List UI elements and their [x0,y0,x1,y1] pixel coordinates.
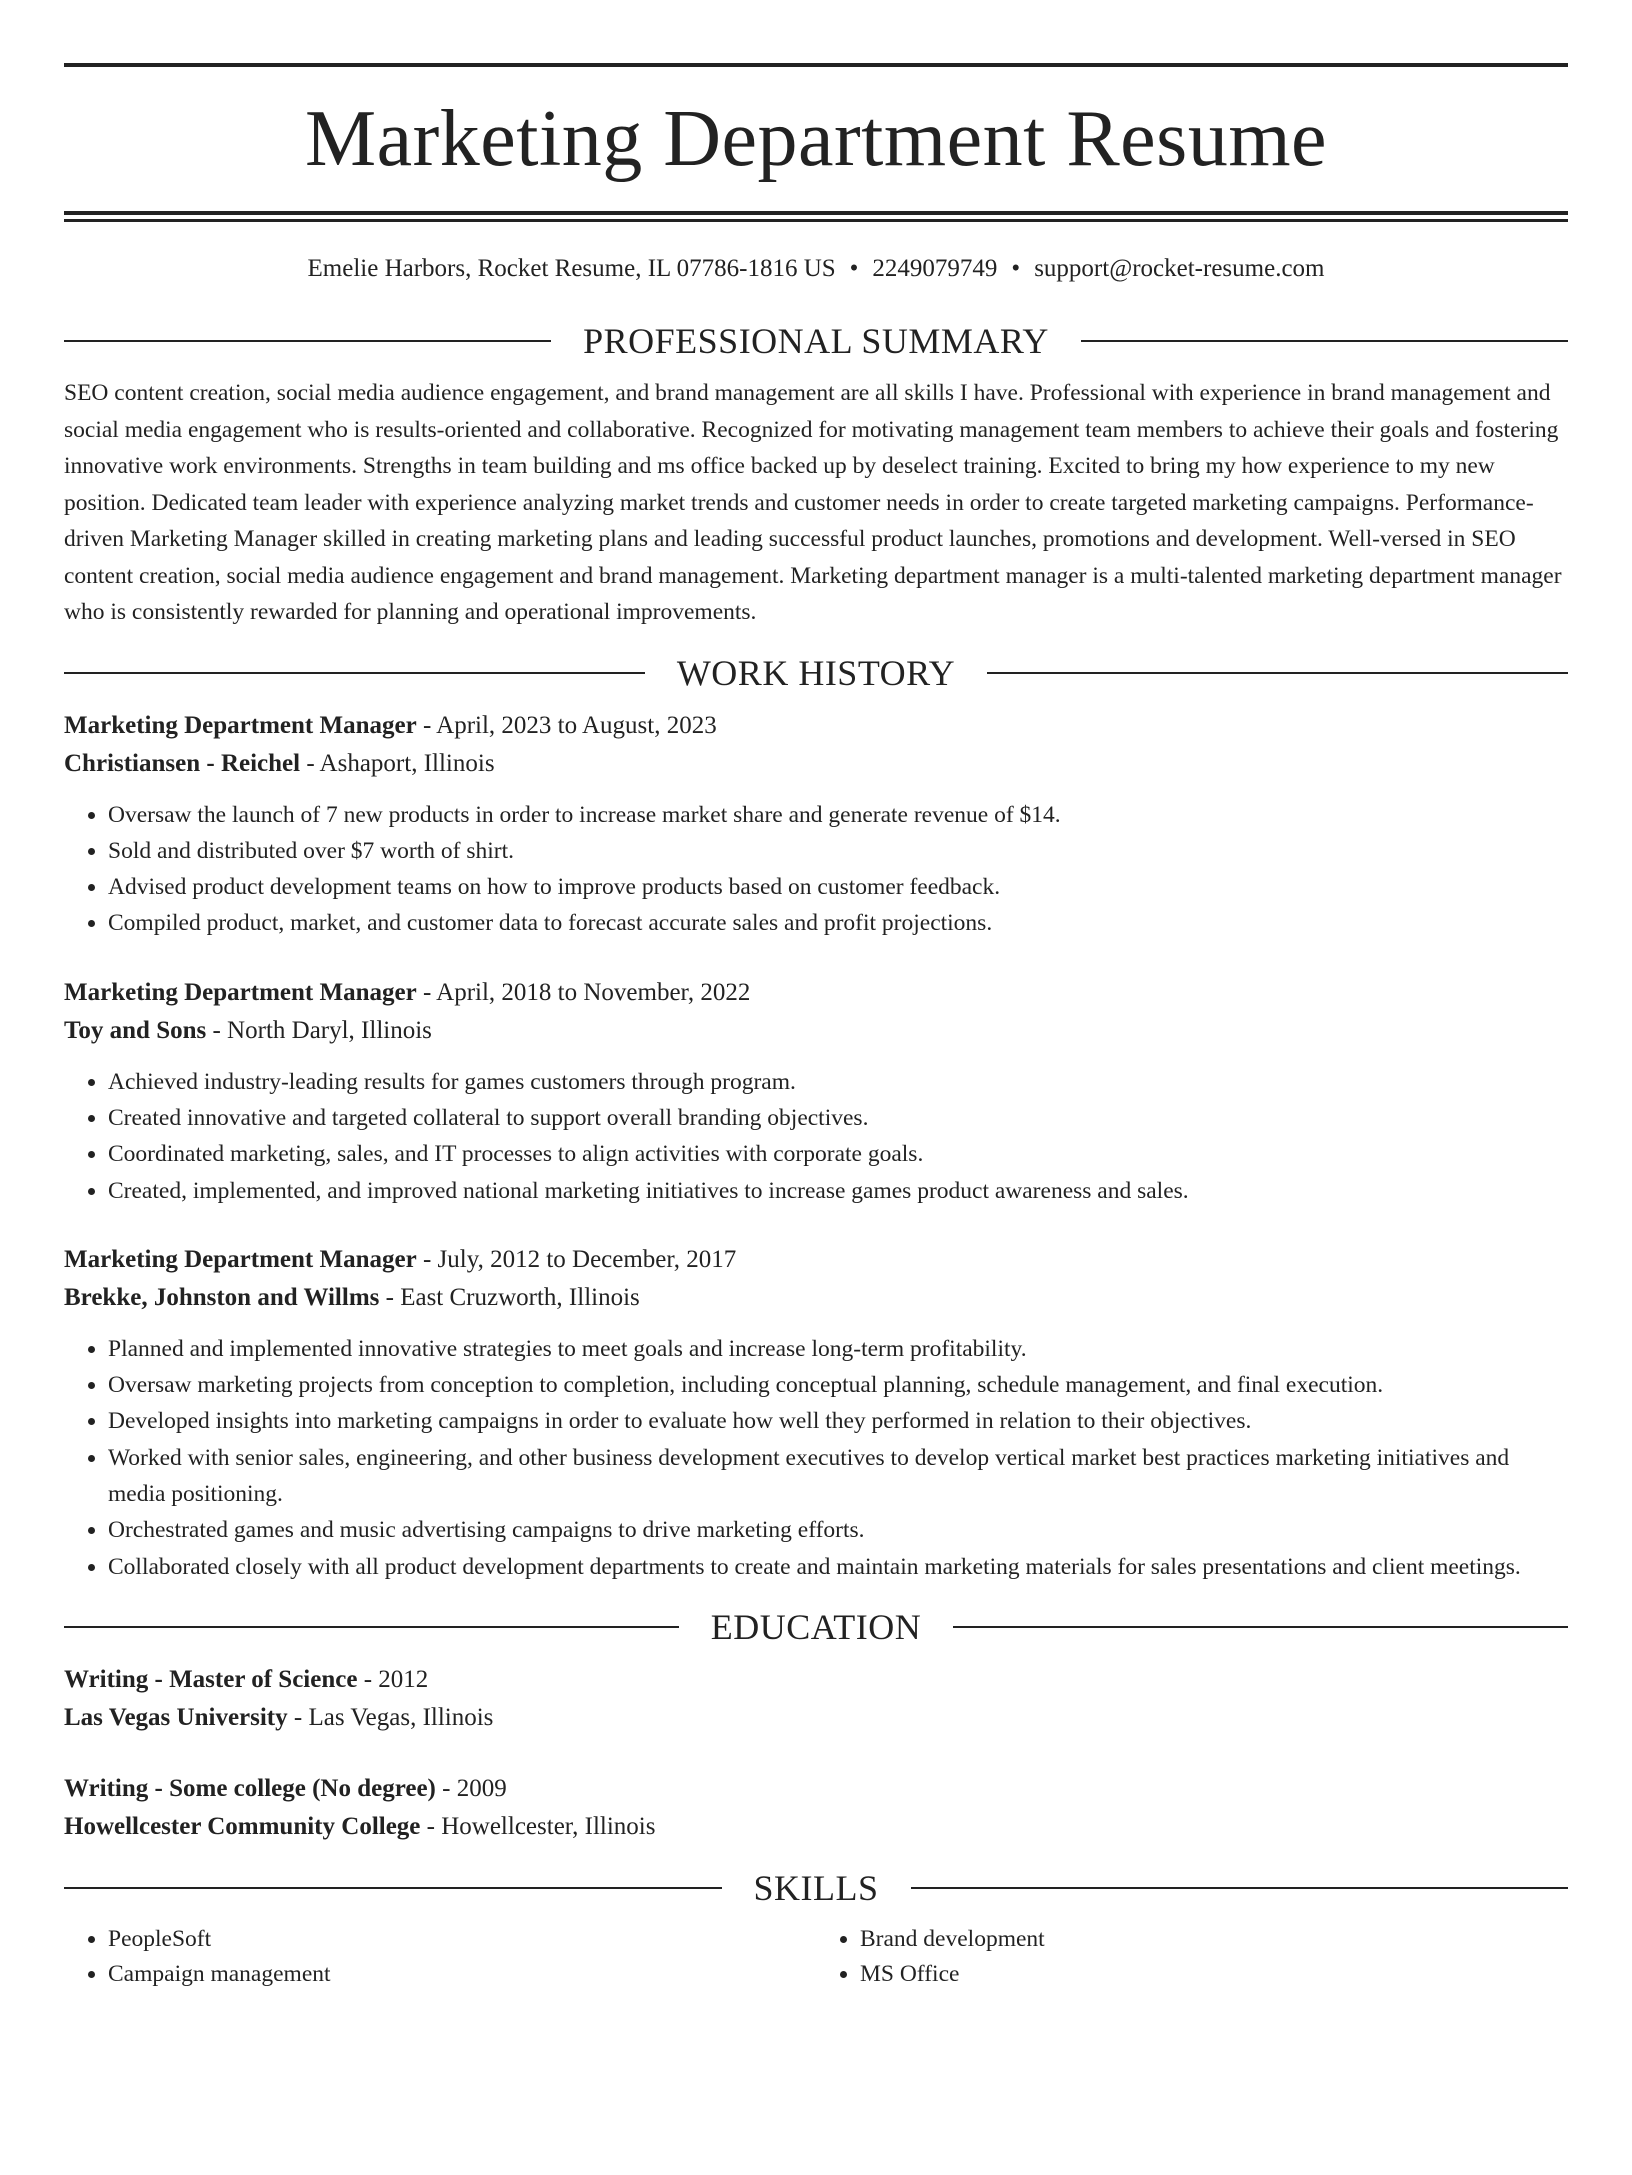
list-item: • Advised product development teams on how to improve products based on customer feedback. [108,869,1568,905]
job-company-line [64,1279,1568,1317]
heading-rule-right [911,1887,1569,1889]
education-degree: Writing - Some college (No degree) [64,1774,436,1802]
job-title: Marketing Department Manager [64,1245,417,1273]
list-item: • Developed insights into marketing campaigns in order to evaluate how well they performed in relation to their objectives. [108,1403,1568,1439]
job-entry [64,974,1568,1209]
education-school: Howellcester Community College [64,1812,421,1840]
top-rule [64,63,1568,67]
list-item: • Oversaw marketing projects from conception to completion, including conceptual planning, schedule management, and final execution. [108,1367,1568,1403]
job-title: Marketing Department Manager [64,978,417,1006]
list-item: • Achieved industry-leading results for games customers through program. [108,1064,1568,1100]
job-company: Christiansen - Reichel [64,749,301,777]
job-dates: - April, 2018 to November, 2022 [416,978,751,1006]
work-heading [64,649,1568,697]
job-company-line [64,1012,1568,1050]
skills-heading-label: SKILLS [753,1867,879,1908]
skills-column-left [64,1922,816,1992]
list-item: • Oversaw the launch of 7 new products in order to increase market share and generate revenue of $14. [108,797,1568,833]
job-location: - Ashaport, Illinois [300,749,495,777]
skill-item: • MS Office [860,1957,1568,1992]
list-item: • Created innovative and targeted collateral to support overall branding objectives. [108,1100,1568,1136]
resume-title: Marketing Department Resume [304,95,1328,183]
heading-rule-left [64,1626,679,1628]
contact-line [64,252,1568,286]
list-item: • Sold and distributed over $7 worth of shirt. [108,833,1568,869]
job-bullets [64,797,1568,942]
summary-text: SEO content creation, social media audience engagement, and brand management are all skills I have. Professional with experience in brand management and social media engagement who is results-oriented and collaborative. Recognized for motivating management team members to achieve their goals and fostering innovative work environments. Strengths in team building and ms office backed up by deselect training. Excited to bring my how experience to my new position. Dedicated team leader with experience analyzing market trends and customer needs in order to create targeted marketing campaigns. Performance-driven Marketing Manager skilled in creating marketing plans and leading successful product launches, promotions and development. Well-versed in SEO content creation, social media audience engagement and brand management. Marketing department manager is a multi-talented marketing department manager who is consistently rewarded for planning and operational improvements. [64,380,1562,625]
education-school-line [64,1699,1568,1737]
skill-item: • PeopleSoft [108,1922,816,1957]
skill-item: • Campaign management [108,1957,816,1992]
title-double-rule [64,211,1568,222]
skills-heading [64,1864,1568,1912]
education-heading-label: EDUCATION [710,1606,922,1647]
skills-grid [64,1922,1568,1992]
job-title: Marketing Department Manager [64,711,417,739]
job-company-line [64,745,1568,783]
job-bullets [64,1331,1568,1585]
heading-rule-right [1081,340,1568,342]
job-dates: - April, 2023 to August, 2023 [416,711,717,739]
job-bullets [64,1064,1568,1209]
education-degree-line [64,1770,1568,1808]
contact-email: support@rocket-resume.com [1034,255,1325,282]
job-entry [64,1241,1568,1585]
list-item: • Worked with senior sales, engineering, and other business development executives to develop vertical market best practices marketing initiatives and media positioning. [108,1440,1568,1513]
job-company: Brekke, Johnston and Willms [64,1283,380,1311]
list-item: • Orchestrated games and music advertising campaigns to drive marketing efforts. [108,1512,1568,1548]
list-item: • Compiled product, market, and customer data to forecast accurate sales and profit projections. [108,905,1568,941]
contact-separator: • [849,255,859,282]
job-dates: - July, 2012 to December, 2017 [416,1245,737,1273]
education-entry [64,1770,1568,1846]
heading-rule-left [64,340,551,342]
contact-address: Emelie Harbors, Rocket Resume, IL 07786-1816 US [307,255,836,282]
resume-page [0,63,1632,2175]
education-year: - 2012 [357,1665,429,1693]
education-entry [64,1661,1568,1737]
heading-rule-left [64,672,645,674]
job-location: - East Cruzworth, Illinois [379,1283,640,1311]
heading-rule-right [953,1626,1568,1628]
job-title-line [64,1241,1568,1279]
education-degree-line [64,1661,1568,1699]
education-school: Las Vegas University [64,1703,288,1731]
skills-column-right [816,1922,1568,1992]
job-entry [64,707,1568,942]
education-year: - 2009 [435,1774,507,1802]
summary-heading [64,317,1568,365]
education-degree: Writing - Master of Science [64,1665,358,1693]
education-location: - Howellcester, Illinois [420,1812,656,1840]
list-item: • Planned and implemented innovative strategies to meet goals and increase long-term profitability. [108,1331,1568,1367]
list-item: • Collaborated closely with all product development departments to create and maintain marketing materials for sales presentations and client meetings. [108,1549,1568,1585]
work-heading-label: WORK HISTORY [676,652,956,693]
list-item: • Coordinated marketing, sales, and IT processes to align activities with corporate goals. [108,1136,1568,1172]
education-location: - Las Vegas, Illinois [287,1703,494,1731]
job-company: Toy and Sons [64,1016,207,1044]
job-title-line [64,974,1568,1012]
heading-rule-left [64,1887,722,1889]
job-title-line [64,707,1568,745]
contact-phone: 2249079749 [872,255,998,282]
skill-item: • Brand development [860,1922,1568,1957]
job-location: - North Daryl, Illinois [206,1016,432,1044]
list-item: • Created, implemented, and improved national marketing initiatives to increase games product awareness and sales. [108,1173,1568,1209]
education-heading [64,1603,1568,1651]
summary-heading-label: PROFESSIONAL SUMMARY [583,321,1049,361]
heading-rule-right [987,672,1568,674]
contact-separator: • [1011,255,1021,282]
education-school-line [64,1808,1568,1846]
